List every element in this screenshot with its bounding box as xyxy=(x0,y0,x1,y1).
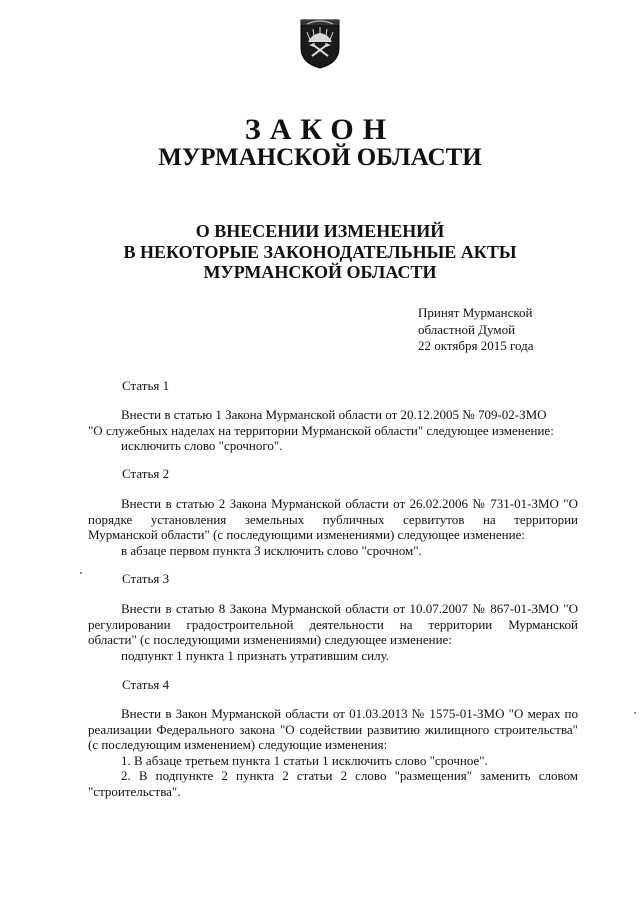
article-1-title: Статья 1 xyxy=(122,378,170,393)
article-2-title: Статья 2 xyxy=(122,466,170,481)
article-4-item-1: 1. В абзаце третьем пункта 1 статьи 1 исключить слово "срочное". xyxy=(121,752,488,768)
adoption-note xyxy=(418,305,534,355)
law-title-line: МУРМАНСКОЙ ОБЛАСТИ xyxy=(203,262,437,282)
article-1-text xyxy=(88,407,578,454)
adoption-line: Принят Мурманской xyxy=(418,305,533,320)
scan-speck xyxy=(634,712,636,714)
region-heading: МУРМАНСКОЙ ОБЛАСТИ xyxy=(158,144,482,171)
article-3-change: подпункт 1 пункта 1 признать утратившим силу. xyxy=(121,647,390,663)
article-4-body-cont: (с последующим изменением) следующие изменения: xyxy=(88,737,388,752)
adoption-date: 22 октября 2015 года xyxy=(418,338,534,353)
law-title xyxy=(0,221,640,283)
article-2-text xyxy=(88,496,578,558)
article-4-item-2-cont: "строительства". xyxy=(88,783,181,799)
article-3-body: Внести в статью 8 Закона Мурманской области от 10.07.2007 № 867-01-ЗМО "О регулировании градостроительной деятельности на территории Мурманской xyxy=(88,601,578,632)
article-2-body: Внести в статью 2 Закона Мурманской области от 26.02.2006 № 731-01-ЗМО "О порядке установления земельных публичных сервитутов на территории xyxy=(88,496,578,527)
law-title-line: О ВНЕСЕНИИ ИЗМЕНЕНИЙ xyxy=(195,221,445,241)
adoption-line: областной Думой xyxy=(418,321,516,337)
law-heading: ЗАКОН xyxy=(244,113,396,146)
article-4-body: Внести в Закон Мурманской области от 01.03.2013 № 1575-01-ЗМО "О мерах по реализации Федерального закона "О содействии развитию жилищного строительства" xyxy=(88,706,578,737)
law-title-line: В НЕКОТОРЫЕ ЗАКОНОДАТЕЛЬНЫЕ АКТЫ xyxy=(123,241,517,262)
article-4-title: Статья 4 xyxy=(122,677,170,692)
article-3-title: Статья 3 xyxy=(122,571,170,586)
scan-speck xyxy=(80,572,82,574)
article-4-text xyxy=(88,706,578,799)
article-3-body-cont: области" (с последующими изменениями) следующее изменение: xyxy=(88,632,452,647)
article-1-body-cont: "О служебных наделах на территории Мурманской области" следующее изменение: xyxy=(88,422,554,438)
article-1-body: Внести в статью 1 Закона Мурманской области от 20.12.2005 № 709-02-ЗМО xyxy=(121,407,547,422)
article-2-body-cont: Мурманской области" (с последующими изменениями) следующее изменение: xyxy=(88,527,525,542)
article-3-text xyxy=(88,601,578,663)
murmansk-coat-of-arms-icon xyxy=(298,18,342,70)
article-4-item-2: 2. В подпункте 2 пункта 2 статьи 2 слово "размещения" заменить словом xyxy=(121,768,578,783)
article-2-change: в абзаце первом пункта 3 исключить слово "срочном". xyxy=(121,542,422,558)
article-1-change: исключить слово "срочного". xyxy=(121,438,283,453)
